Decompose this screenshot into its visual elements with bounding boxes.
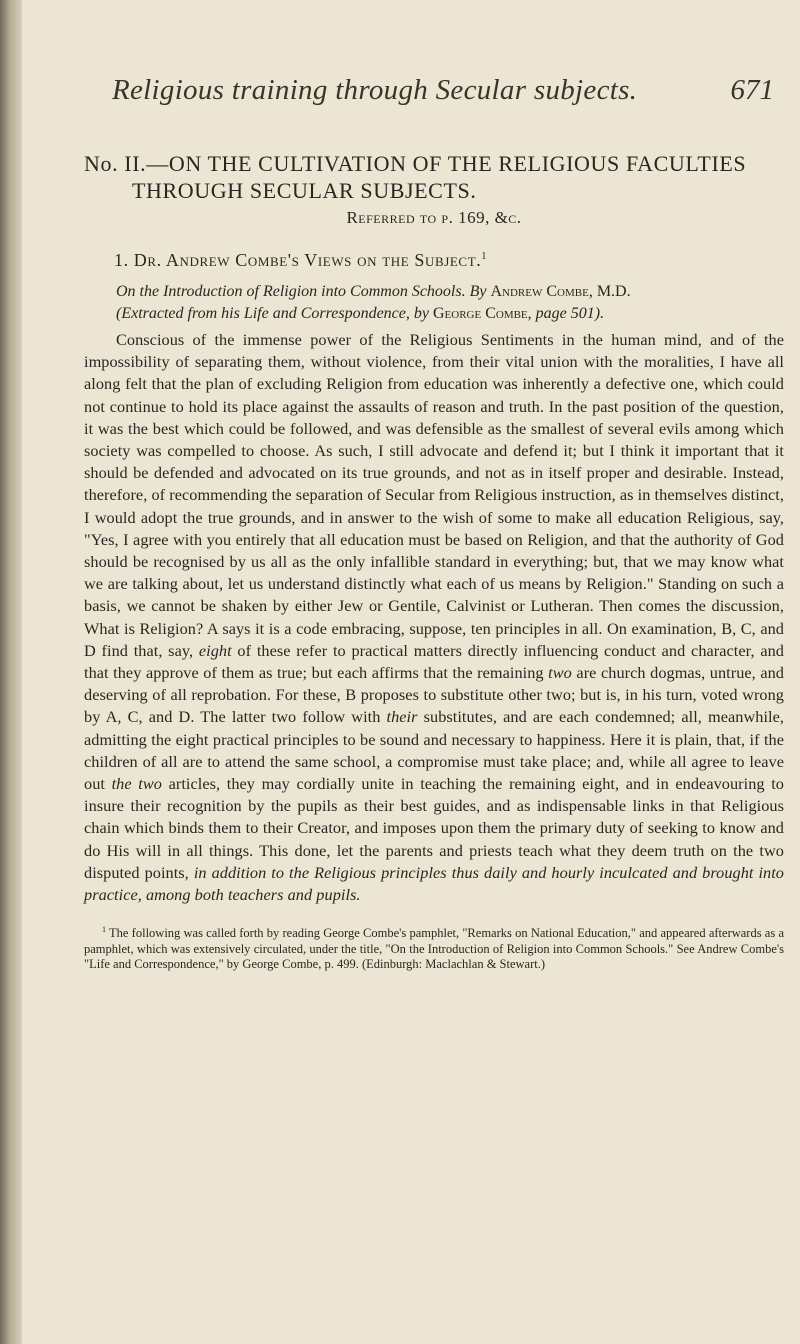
body-text-part-5: articles, they may cordially unite in teaching the remaining eight, and in endeavouring to insure their recognition by the pupils as their best guides, and as indispensable links in that Religious chain which binds them to their Creator, and imposes upon them the primary duty of seeking to know and do His will in all things. This done, let the parents and priests teach what they deem truth on the two disputed points, <box>84 774 785 882</box>
page-content <box>84 150 784 973</box>
emphasis-the-two: the two <box>111 774 162 794</box>
book-binding-edge <box>0 0 22 1344</box>
cross-reference: Referred to p. 169, &c. <box>346 208 522 227</box>
footnote-text: The following was called forth by reading George Combe's pamphlet, "Remarks on National Education," and appeared afterwards as a pamphlet, which was extensively circulated, under the title, "On the Introduction of Religion into Common Schools." See Andrew Combe's "Life and Correspondence," by George Combe, p. 499. (Edinburgh: Maclachlan & Stewart.) <box>84 926 785 972</box>
book-page <box>22 0 800 1344</box>
emphasis-eight: eight <box>198 640 232 660</box>
body-text-part-1: Conscious of the immense power of the Religious Sentiments in the human mind, and of the impossibility of separating them, without violence, from their vital union with the moralities, I have all along felt that the plan of excluding Religion from education was inherently a defective one, which could not continue to hold its place against the assaults of reason and truth. In the past position of the question, it was the best which could be followed, and was defensible as the smallest of several evils among which society was compelled to choose. As such, I still advocate and defend it; but I think it important that it should be defended and advocated on its true grounds, and not as in itself proper and desirable. Instead, therefore, of recommending the separation of Secular from Religious instruction, as in themselves distinct, I would adopt the true grounds, and in answer to the wish of some to make all education Religious, say, "Yes, I agree with you entirely that all education must be based on Religion, and that the authority of God should be recognised by us all as the only infallible standard in everything; but, that we may know what we are talking about, let us understand distinctly what each of us means by Religion." Standing on such a basis, we cannot be shaken by either Jew or Gentile, Calvinist or Lutheran. Then comes the discussion, What is Religion? A says it is a code embracing, suppose, ten principles in all. On examination, B, C, and D find that, say, <box>84 330 784 660</box>
footnote <box>84 922 784 973</box>
section-title-text: 1. Dr. Andrew Combe's Views on the Subject. <box>114 250 482 270</box>
citation-page: page 501). <box>535 305 605 322</box>
body-text-part-4: substitutes, and are each condemned; all, meanwhile, admitting the eight practical principles to be sound and necessary to happiness. Here it is plain, that, if the children of all are to attend the same school, a compromise must take place; and, while all agree to leave out <box>84 707 784 794</box>
body-text-part-2: of these refer to practical matters directly influencing conduct and character, and that they approve of them as true; but each affirms that the remaining <box>84 640 784 683</box>
citation-title: On the Introduction of Religion into Common Schools. By <box>116 283 487 300</box>
page-number: 671 <box>730 74 774 106</box>
closing-italic-text: in addition to the Religious principles thus daily and hourly inculcated and brought into practice, among both teachers and pupils. <box>84 862 784 905</box>
running-head <box>92 74 782 114</box>
source-citation <box>116 281 784 325</box>
section-title <box>114 250 784 271</box>
footnote-number: 1 <box>102 925 106 935</box>
citation-extract: (Extracted from his Life and Correspondence, by <box>116 305 429 322</box>
body-text-part-3: are church dogmas, untrue, and deserving of all reprobation. For these, B proposes to substitute other two; but is, in his turn, voted wrong by A, C, and D. The latter two follow with <box>84 663 785 727</box>
citation-editor: George Combe, <box>432 305 532 322</box>
emphasis-two: two <box>548 663 572 683</box>
running-head-title: Religious training through Secular subjects. <box>112 74 638 106</box>
citation-author: Andrew Combe, M.D. <box>490 283 631 300</box>
emphasis-their: their <box>386 707 418 727</box>
appendix-heading: No. II.—ON THE CULTIVATION OF THE RELIGIOUS FACULTIES THROUGH SECULAR SUBJECTS. <box>84 151 747 203</box>
body-paragraph <box>84 329 784 906</box>
footnote-marker: 1 <box>481 251 487 262</box>
